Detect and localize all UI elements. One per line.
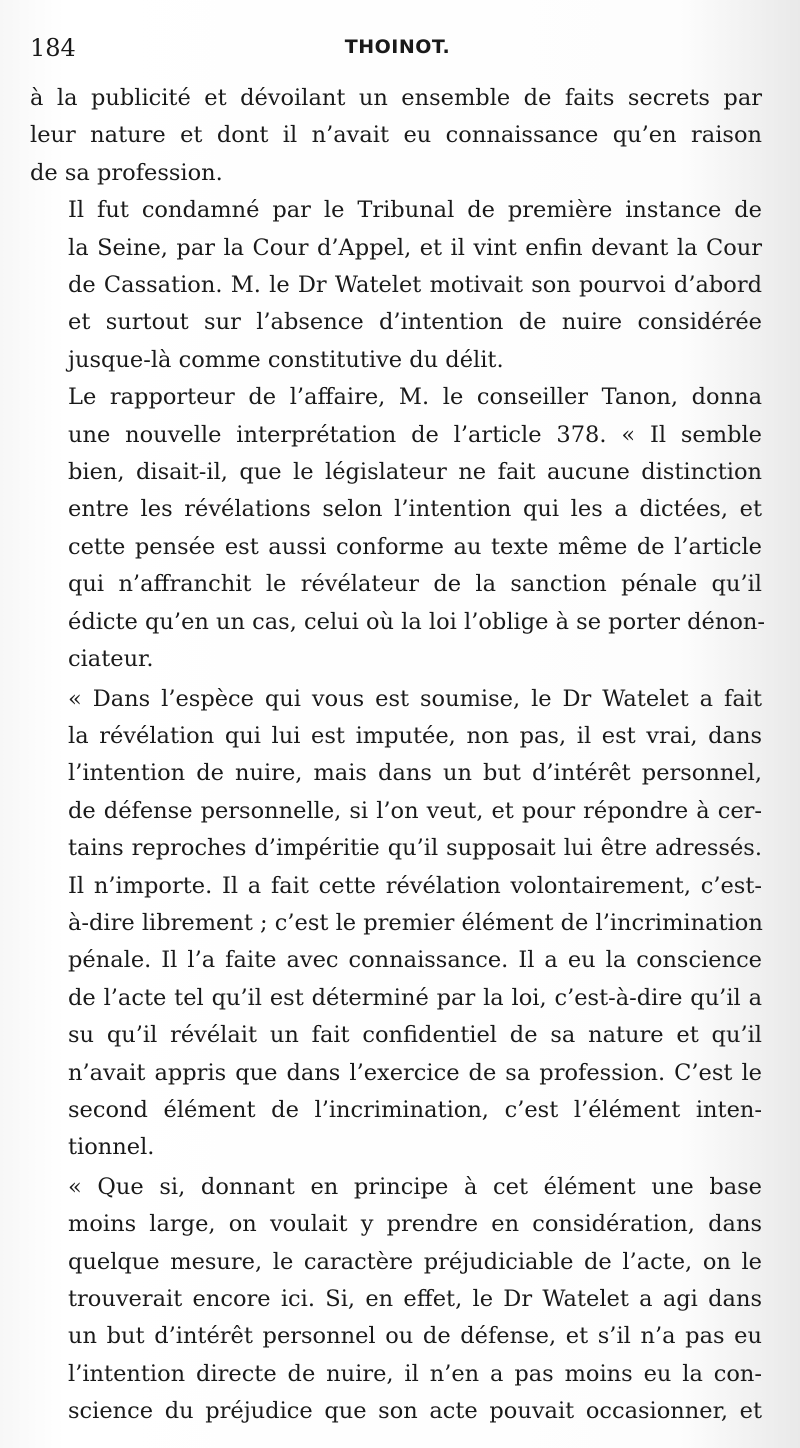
page-number: 184 xyxy=(30,34,76,62)
text-line: Le rapporteur de l’affaire, M. le conseiller Tanon, donna xyxy=(68,384,762,411)
text-line: qui n’affranchit le révélateur de la sanction pénale qu’il xyxy=(68,571,762,598)
text-line: entre les révélations selon l’intention qui les a dictées, et xyxy=(68,496,762,523)
text-line: Il n’importe. Il a fait cette révélation volontairement, c’est- xyxy=(68,872,762,899)
text-line: ciateur. xyxy=(68,646,154,673)
text-line: l’intention de nuire, mais dans un but d’intérêt personnel, xyxy=(68,760,762,787)
text-line: Il fut condamné par le Tribunal de première instance de xyxy=(68,197,762,224)
paragraph-5 xyxy=(30,1169,762,1431)
running-head: THOINOT. xyxy=(344,36,451,58)
text-line: de défense personnelle, si l’on veut, et pour répondre à cer- xyxy=(68,797,762,824)
paragraph-3 xyxy=(30,379,765,678)
text-line: et surtout sur l’absence d’intention de nuire considérée xyxy=(68,309,762,336)
text-line: cette pensée est aussi conforme au texte même de l’article xyxy=(68,533,762,560)
paragraph-2 xyxy=(30,192,762,379)
text-line: pénale. Il l’a faite avec connaissance. Il a eu la conscience xyxy=(68,947,762,974)
paragraph-1 xyxy=(30,80,762,192)
text-line: jusque-là comme constitutive du délit. xyxy=(68,346,504,373)
text-line: moins large, on voulait y prendre en considération, dans xyxy=(68,1211,762,1238)
text-line: n’avait appris que dans l’exercice de sa profession. C’est le xyxy=(68,1059,762,1086)
text-line: à la publicité et dévoilant un ensemble de faits secrets par xyxy=(30,85,762,111)
text-line: quelque mesure, le caractère préjudiciable de l’acte, on le xyxy=(68,1248,762,1275)
text-line: de l’acte tel qu’il est déterminé par la loi, c’est-à-dire qu’il a xyxy=(68,984,762,1011)
text-line: « Dans l’espèce qui vous est soumise, le Dr Watelet a fait xyxy=(68,685,762,712)
body-text xyxy=(30,80,765,1431)
text-line: bien, disait-il, que le législateur ne fait aucune distinction xyxy=(68,459,762,486)
page-header xyxy=(30,34,765,74)
text-line: édicte qu’en un cas, celui où la loi l’oblige à se porter dénon- xyxy=(68,608,765,635)
text-line: trouverait encore ici. Si, en effet, le Dr Watelet a agi dans xyxy=(68,1286,762,1312)
text-line: de sa profession. xyxy=(30,159,223,186)
text-line: « Que si, donnant en principe à cet élément une base xyxy=(68,1173,762,1200)
text-line: tionnel. xyxy=(68,1134,155,1161)
text-line: tains reproches d’impéritie qu’il supposait lui être adressés. xyxy=(68,835,762,862)
text-line: second élément de l’incrimination, c’est l’élément inten- xyxy=(68,1096,762,1123)
paragraph-4 xyxy=(30,681,762,1167)
text-line: su qu’il révélait un fait confidentiel de sa nature et qu’il xyxy=(68,1022,762,1049)
text-line: un but d’intérêt personnel ou de défense, et s’il n’a pas eu xyxy=(68,1323,762,1350)
text-line: une nouvelle interprétation de l’article 378. « Il semble xyxy=(68,421,762,448)
text-line: à-dire librement ; c’est le premier élément de l’incrimination xyxy=(68,909,763,936)
text-line: science du préjudice que son acte pouvait occasionner, et xyxy=(68,1398,762,1425)
text-line: la révélation qui lui est imputée, non pas, il est vrai, dans xyxy=(68,722,762,749)
text-line: de Cassation. M. le Dr Watelet motivait son pourvoi d’abord xyxy=(68,272,762,299)
text-line: l’intention directe de nuire, il n’en a pas moins eu la con- xyxy=(68,1360,762,1387)
text-line: leur nature et dont il n’avait eu connaissance qu’en raison xyxy=(30,122,762,149)
text-line: la Seine, par la Cour d’Appel, et il vint enfin devant la Cour xyxy=(68,234,762,261)
